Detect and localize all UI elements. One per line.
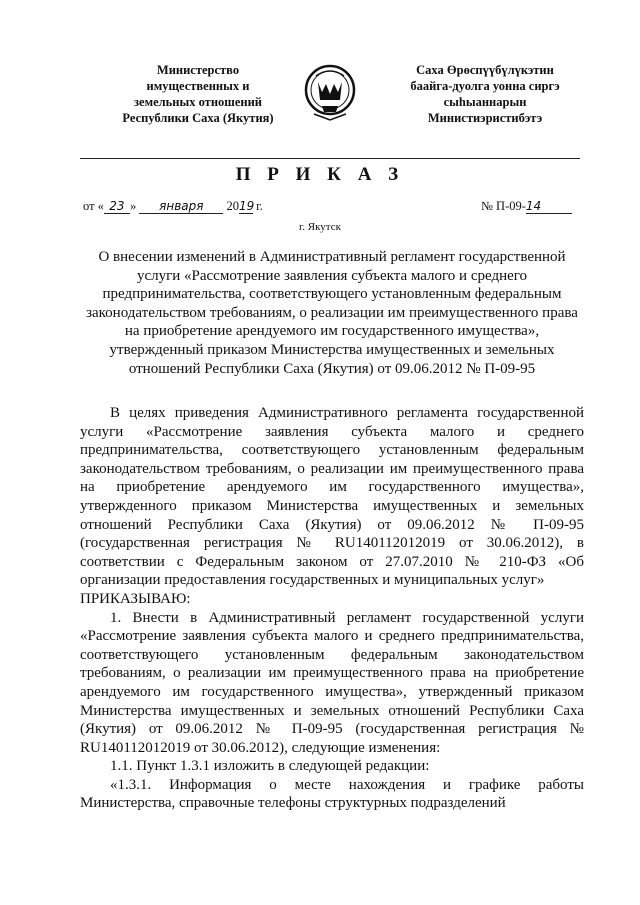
date-suffix: г. — [252, 199, 263, 213]
quote-paragraph: «1.3.1. Информация о месте нахождения и графике работы Министерства, справочные телефоны структурных подразделений — [80, 776, 584, 812]
number-value: 14 — [526, 199, 572, 214]
header-divider — [80, 158, 580, 159]
order-subject: О внесении изменений в Административный регламент государственной услуги «Рассмотрение заявления субъекта малого и среднего предпринимательства, соответствующего установленным федеральным законодательством требованиям, о реализации им преимущественного права на приобретение арендуемого им государственного имущества», утвержденный приказом Министерства имущественных и земельных отношений Республики Саха (Якутия) от 09.06.2012 № П-09-95 — [86, 249, 578, 377]
item-paragraph: 1. Внести в Административный регламент государственной услуги «Рассмотрение заявления субъекта малого и среднего предпринимательства, соответствующего установленным федеральным законодательством требованиям, о реализации им преимущественного права на приобретение арендуемого им государственного имущества», утвержденный приказом Министерства имущественных и земельных отношений Республики Саха (Якутия) от 09.06.2012 № П-09-95 (государственная регистрация № RU140112012019 от 30.06.2012), следующие изменения: — [80, 609, 584, 756]
order-number — [481, 199, 572, 214]
preamble-paragraph: В целях приведения Административного регламента государственной услуги «Рассмотрение заявления субъекта малого и среднего предпринимательства, соответствующего установленным федеральным законодательством требованиям, о реализации им преимущественного права на приобретение арендуемого им государственного имущества», утвержденного приказом Министерства имущественных и земельных отношений Республики Саха (Якутия) от 09.06.2012 № П-09-95 (государственная регистрация № RU140112012019 от 30.06.2012), в соответствии с Федеральным законом от 27.07.2010 № 210-ФЗ «Об организации предоставления государственных и муниципальных услуг» — [80, 405, 584, 589]
ministry-name-line: баайга-дуолга уонна сиргэ — [410, 79, 560, 93]
coat-of-arms-icon — [304, 62, 356, 124]
date-year-suffix: 19 — [238, 199, 255, 213]
date-mid: » — [129, 199, 137, 213]
order-word: ПРИКАЗЫВАЮ: — [80, 590, 191, 607]
ministry-name-line: земельных отношений — [134, 95, 262, 109]
order-date — [83, 199, 263, 214]
ministry-name-line: Министерство — [156, 63, 240, 77]
ministry-name-line: Министиэристибэтэ — [427, 111, 543, 125]
order-body — [80, 404, 584, 813]
ministry-name-line: имущественных и — [146, 79, 250, 93]
city: г. Якутск — [299, 221, 341, 233]
ministry-name-line: сыһыаннарын — [443, 95, 527, 109]
date-year-prefix: 20 — [226, 199, 239, 213]
ministry-name-line: Республики Саха (Якутия) — [122, 111, 274, 125]
date-day: 23 — [104, 199, 130, 214]
ministry-name-ru — [88, 62, 308, 126]
document-title: П Р И К А З — [235, 164, 405, 185]
ministry-name-line: Саха Өрөспүүбүлүкэтин — [416, 63, 554, 77]
ministry-name-sah — [390, 62, 580, 126]
date-month: января — [139, 199, 223, 214]
number-prefix: № П-09- — [481, 199, 526, 213]
date-prefix: от « — [83, 199, 104, 213]
item-paragraph: 1.1. Пункт 1.3.1 изложить в следующей редакции: — [110, 758, 430, 775]
